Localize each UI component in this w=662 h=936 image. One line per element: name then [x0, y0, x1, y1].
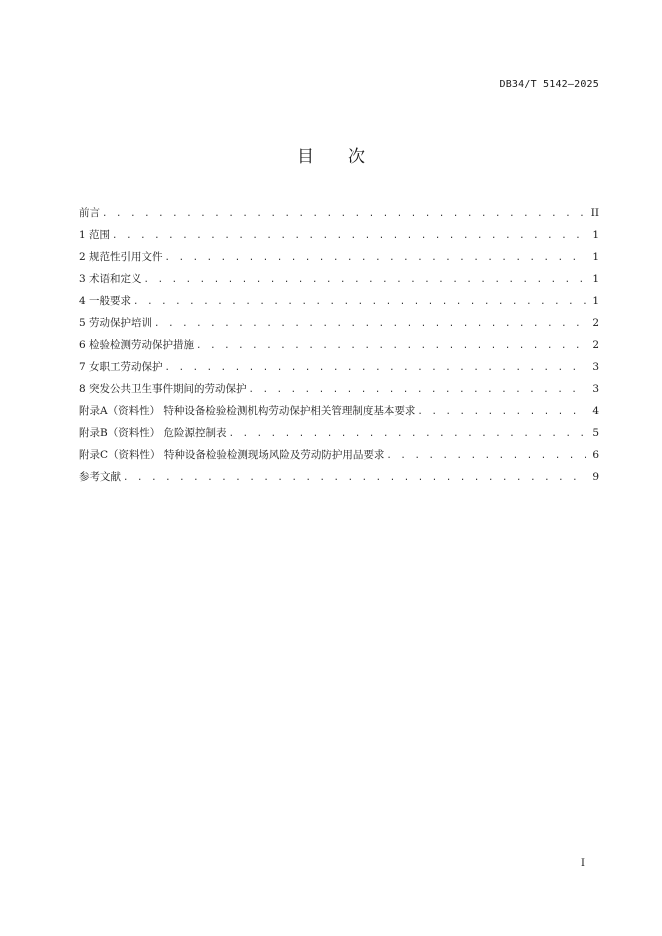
toc-entry-page: 9 [592, 471, 599, 483]
toc-dot-leader [229, 423, 587, 445]
toc-dot-leader [154, 313, 586, 335]
toc-entry-label: 附录A（资料性） 特种设备检验检测机构劳动保护相关管理制度基本要求 [79, 405, 416, 417]
toc-entry-public-health-emergency[interactable] [79, 378, 599, 400]
toc-dot-leader [386, 445, 586, 467]
toc-entry-label: 5 劳动保护培训 [79, 317, 153, 329]
toc-entry-label: 6 检验检测劳动保护措施 [79, 339, 195, 351]
toc-entry-label: 附录C（资料性） 特种设备检验检测现场风险及劳动防护用品要求 [79, 449, 385, 461]
toc-entry-inspection-protection-measures[interactable] [79, 334, 599, 356]
toc-dot-leader [102, 203, 585, 225]
toc-entry-label: 3 术语和定义 [79, 273, 142, 285]
title-char-2: 次 [348, 147, 365, 167]
toc-entry-appendix-c[interactable] [79, 444, 599, 466]
toc-entry-appendix-a[interactable] [79, 400, 599, 422]
toc-dot-leader [133, 291, 586, 313]
page-title [0, 142, 662, 167]
toc-dot-leader [417, 401, 586, 423]
toc-dot-leader [196, 335, 586, 357]
toc-entry-label: 2 规范性引用文件 [79, 251, 163, 263]
toc-entry-label: 8 突发公共卫生事件期间的劳动保护 [79, 383, 247, 395]
toc-entry-label: 7 女职工劳动保护 [79, 361, 163, 373]
toc-dot-leader [165, 247, 587, 269]
toc-entry-page: 5 [592, 427, 599, 439]
toc-entry-page: 1 [592, 273, 599, 285]
toc-entry-page: 3 [592, 383, 599, 395]
toc-entry-general-requirements[interactable] [79, 290, 599, 312]
toc-dot-leader [112, 225, 586, 247]
toc-entry-page: 1 [592, 295, 599, 307]
toc-entry-label: 参考文献 [79, 471, 121, 483]
toc-entry-label: 4 一般要求 [79, 295, 132, 307]
toc-dot-leader [165, 357, 587, 379]
toc-entry-label: 1 范围 [79, 229, 111, 241]
page-number: I [581, 858, 585, 869]
toc-entry-appendix-b[interactable] [79, 422, 599, 444]
toc-dot-leader [123, 467, 586, 489]
toc-dot-leader [249, 379, 587, 401]
toc-entry-label: 附录B（资料性） 危险源控制表 [79, 427, 227, 439]
toc-entry-page: 2 [592, 339, 599, 351]
toc-entry-page: 4 [592, 405, 599, 417]
toc-entry-bibliography[interactable] [79, 466, 599, 488]
toc-entry-female-worker-protection[interactable] [79, 356, 599, 378]
toc-entry-page: 3 [592, 361, 599, 373]
toc-entry-protection-training[interactable] [79, 312, 599, 334]
toc-dot-leader [144, 269, 587, 291]
toc-entry-label: 前言 [79, 207, 100, 219]
toc-entry-terms-definitions[interactable] [79, 268, 599, 290]
table-of-contents [79, 202, 599, 488]
toc-entry-page: 1 [592, 229, 599, 241]
toc-entry-foreword[interactable] [79, 202, 599, 224]
title-char-1: 目 [297, 147, 314, 167]
document-code: DB34/T 5142—2025 [499, 79, 599, 90]
toc-entry-normative-references[interactable] [79, 246, 599, 268]
toc-entry-page: 1 [592, 251, 599, 263]
toc-entry-page: 6 [592, 449, 599, 461]
toc-entry-page: 2 [592, 317, 599, 329]
toc-entry-page: II [590, 207, 599, 219]
toc-entry-scope[interactable] [79, 224, 599, 246]
